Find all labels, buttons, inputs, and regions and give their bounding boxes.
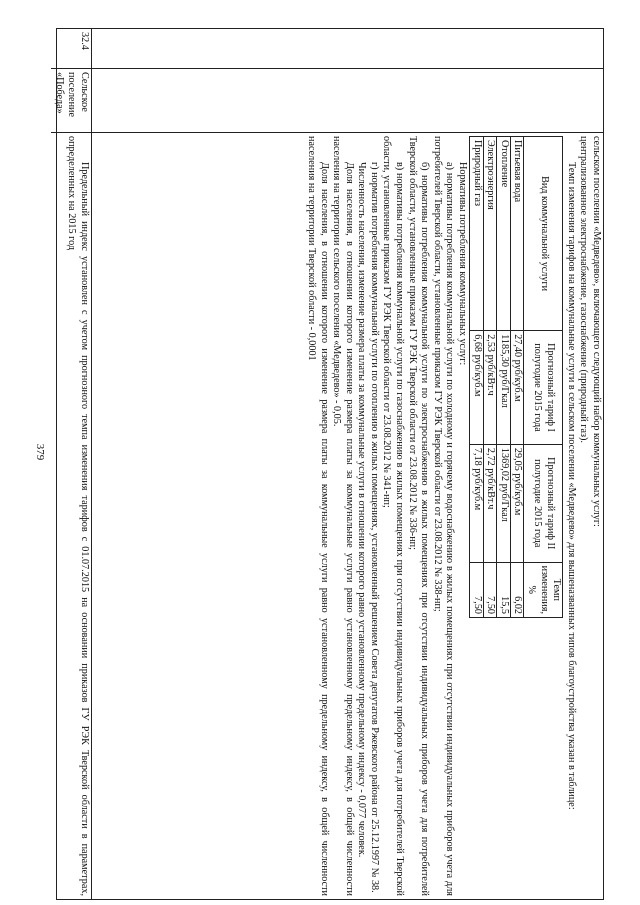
cell-rate: 7,50 — [483, 562, 497, 617]
norms-title: Нормативы потребления коммунальных услуг: — [457, 162, 469, 366]
table-row — [483, 137, 497, 618]
header-service: Вид коммунальной услуги — [524, 137, 563, 331]
table-row — [510, 137, 524, 618]
cell-h1: 2,53 руб/кВт.ч — [483, 331, 497, 445]
norm-a: а) нормативы потребления коммунальной услуги по холодному и горячему водоснабжению в жилых помещениях при отсутствии индивидуальных приборов учета для потребителей Тверской области, установленные приказом ГУ РЭК Тверской области от 23.08.2012 № 338-нп; — [431, 136, 456, 896]
main-table — [53, 28, 604, 900]
cell-service: Природный газ — [470, 137, 484, 331]
table-row — [497, 137, 511, 618]
tariff-table — [469, 136, 563, 618]
cell-h1: 1185,30 руб/Гкал — [497, 331, 511, 445]
row1-number-cell — [91, 29, 603, 69]
share-settlement-text: Доля населения, в отношении которого изменение размера платы за коммунальные услуги равно установленному предельному индексу, в общей численности населения на территории сельского поселения «Медведево» - 0,05. — [331, 136, 355, 896]
row1-settlement-cell — [91, 69, 603, 133]
cell-h2: 7,18 руб/куб.м — [470, 444, 484, 562]
share-region-text: Доля населения, в отношении которого изменение размера платы за коммунальные услуги равно установленному предельному индексу, в общей численности населения на территории Тверской области - 0,0001 — [305, 136, 330, 896]
row2-settlement-cell: Сельское поселение «Победа» — [51, 69, 91, 133]
bottom-text: Предельный индекс установлен с учетом прогнозного темпа изменения тарифов с 01.07.2015 на основании приказов ГУ РЭК Тверской области в параметрах, определенных на 2015 год — [66, 136, 90, 896]
row2-number-cell: 32.4 — [51, 29, 91, 69]
cell-rate: 6,02 — [510, 562, 524, 617]
cell-h2: 1369,02 руб/Гкал — [497, 444, 511, 562]
cell-service: Отопление — [497, 137, 511, 331]
cell-rate: 7,50 — [470, 562, 484, 617]
norm-b: б) нормативы потребления коммунальной услуги по электроснабжению в жилых помещениях при отсутствии индивидуальных приборов учета для потребителей Тверской области, установленные приказом ГУ РЭК Тверской области от 23.08.2012 № 336-нп; — [406, 136, 431, 896]
cell-service: Электроэнергия — [483, 137, 497, 331]
tariff-header-row — [524, 137, 563, 618]
cell-h2: 2,72 руб/кВт.ч — [483, 444, 497, 562]
header-h2: Прогнозный тариф II полугодие 2015 года — [524, 444, 563, 562]
header-rate: Темп изменения, % — [524, 562, 563, 617]
norm-v: в) нормативы потребления коммунальной услуги по газоснабжению в жилых помещениях при отсутствии индивидуальных приборов учета для потребителей Тверской области, установленные приказом ГУ РЭК Тверской области от 23.08.2012 № 341-нп; — [381, 136, 406, 896]
row2-content-cell — [51, 133, 91, 899]
cell-h1: 27,40 руб/куб.м — [510, 331, 524, 445]
cell-service: Питьевая вода — [510, 137, 524, 331]
cell-h1: 6,68 руб/куб.м — [470, 331, 484, 445]
header-h1: Прогнозный тариф I полугодие 2015 года — [524, 331, 563, 445]
tariff-intro: Темп изменения тарифов на коммунальные услуги в сельском поселении «Медведево» для вышеназванных типов благоустройства указан в таблице: — [565, 162, 577, 810]
table-row — [470, 137, 484, 618]
intro-line-1: сельском поселении «Медведево», включающего следующий набор коммунальных услуг: — [591, 136, 602, 527]
rotated-page-content — [53, 28, 604, 900]
intro-line-2: централизованное электроснабжение, газоснабжение (природный газ). — [578, 136, 590, 443]
cell-h2: 29,05 руб/куб.м — [510, 444, 524, 562]
page-number: 379 — [34, 443, 46, 461]
cell-rate: 15,5 — [497, 562, 511, 617]
population-text: Численность населения, изменение размера платы за коммунальные услуги в отношении которого равно установленному предельному индексу - 0,077 человек. — [356, 162, 368, 858]
row1-content-cell — [91, 133, 603, 899]
norm-g: г) норматив потребления коммунальной услуги по отоплению в жилых помещениях, установленный решением Совета депутатов Ржевского района от 25.12.1997 № 38. — [368, 162, 380, 893]
